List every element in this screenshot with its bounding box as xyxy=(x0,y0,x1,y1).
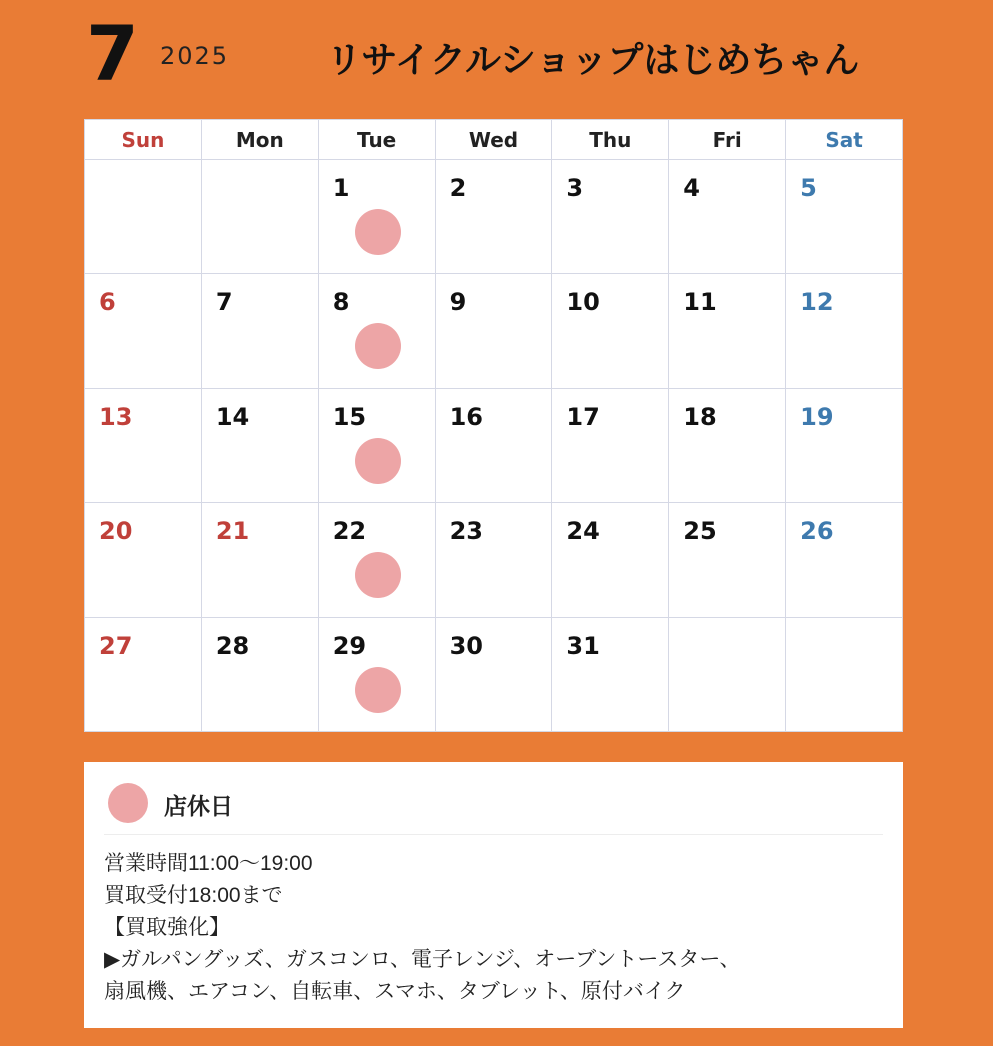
day-cell-20 xyxy=(85,503,202,617)
day-number: 1 xyxy=(332,174,350,202)
store-info xyxy=(104,848,893,1008)
day-cell-16 xyxy=(436,389,553,503)
day-number: 6 xyxy=(99,288,116,317)
day-number: 30 xyxy=(449,631,483,660)
calendar-grid xyxy=(84,119,903,732)
weekday-header-tue: Tue xyxy=(319,120,436,160)
day-number: 25 xyxy=(683,517,717,546)
weekday-header-thu: Thu xyxy=(552,120,669,160)
closed-day-dot-icon xyxy=(355,323,401,369)
closed-day-dot-icon xyxy=(355,438,401,484)
day-cell-15 xyxy=(319,389,436,503)
closed-day-dot-icon xyxy=(355,667,401,713)
closed-day-dot-icon xyxy=(355,209,401,255)
day-cell-19 xyxy=(786,389,903,503)
day-cell-21 xyxy=(202,503,319,617)
day-cell-18 xyxy=(669,389,786,503)
empty-day-cell xyxy=(786,618,903,732)
day-cell-4 xyxy=(669,160,786,274)
day-number: 26 xyxy=(800,517,834,546)
day-cell-30 xyxy=(436,618,553,732)
day-number: 21 xyxy=(215,517,250,546)
day-cell-5 xyxy=(786,160,903,274)
day-cell-2 xyxy=(436,160,553,274)
closed-day-label: 店休日 xyxy=(164,794,233,820)
empty-day-cell xyxy=(669,618,786,732)
day-number: 24 xyxy=(566,517,600,546)
day-number: 16 xyxy=(449,402,483,431)
divider xyxy=(104,834,883,835)
day-number: 19 xyxy=(800,402,834,431)
legend-panel xyxy=(84,762,903,1028)
day-cell-12 xyxy=(786,274,903,388)
day-number: 18 xyxy=(683,402,717,431)
day-number: 4 xyxy=(683,174,700,202)
day-cell-17 xyxy=(552,389,669,503)
day-number: 2 xyxy=(449,174,467,202)
day-cell-31 xyxy=(552,618,669,732)
business-hours: 営業時間11:00〜19:00 xyxy=(104,852,313,875)
day-cell-28 xyxy=(202,618,319,732)
weekday-header-mon: Mon xyxy=(202,120,319,160)
day-number: 12 xyxy=(800,288,834,317)
day-number: 14 xyxy=(215,402,250,431)
day-cell-10 xyxy=(552,274,669,388)
day-number: 17 xyxy=(566,402,600,431)
day-cell-9 xyxy=(436,274,553,388)
weekday-header-sun: Sun xyxy=(85,120,202,160)
day-cell-14 xyxy=(202,389,319,503)
day-cell-11 xyxy=(669,274,786,388)
weekday-header-wed: Wed xyxy=(436,120,553,160)
day-number: 31 xyxy=(566,631,600,660)
shop-name: リサイクルショップはじめちゃん xyxy=(326,40,860,81)
empty-day-cell xyxy=(202,160,319,274)
day-number: 28 xyxy=(215,631,250,660)
day-cell-13 xyxy=(85,389,202,503)
day-number: 20 xyxy=(99,517,133,546)
day-cell-22 xyxy=(319,503,436,617)
closed-day-dot-icon xyxy=(108,783,148,823)
focus-items-line-1: ▶ガルパングッズ、ガスコンロ、電子レンジ、オーブントースター、 xyxy=(104,948,741,971)
day-cell-26 xyxy=(786,503,903,617)
weekday-header-fri: Fri xyxy=(669,120,786,160)
day-cell-25 xyxy=(669,503,786,617)
day-cell-1 xyxy=(319,160,436,274)
day-number: 27 xyxy=(99,631,133,660)
day-number: 11 xyxy=(683,288,717,317)
day-number: 13 xyxy=(99,402,133,431)
focus-items-line-2: 扇風機、エアコン、自転車、スマホ、タブレット、原付バイク xyxy=(104,980,686,1003)
day-cell-8 xyxy=(319,274,436,388)
month-number: 7 xyxy=(86,9,139,98)
day-number: 23 xyxy=(449,517,483,546)
day-cell-6 xyxy=(85,274,202,388)
day-cell-23 xyxy=(436,503,553,617)
day-number: 5 xyxy=(800,174,817,202)
day-cell-3 xyxy=(552,160,669,274)
buy-reception-hours: 買取受付18:00まで xyxy=(104,884,283,907)
weekday-header-sat: Sat xyxy=(786,120,903,160)
day-number: 7 xyxy=(215,288,233,317)
day-number: 3 xyxy=(566,174,584,202)
year-label: 2025 xyxy=(160,42,230,70)
day-cell-7 xyxy=(202,274,319,388)
day-number: 29 xyxy=(332,631,367,660)
closed-day-dot-icon xyxy=(355,552,401,598)
empty-day-cell xyxy=(85,160,202,274)
day-number: 10 xyxy=(566,288,600,317)
day-cell-24 xyxy=(552,503,669,617)
day-number: 22 xyxy=(332,517,367,546)
day-cell-29 xyxy=(319,618,436,732)
day-number: 15 xyxy=(332,402,367,431)
day-number: 8 xyxy=(332,288,350,317)
focus-heading: 【買取強化】 xyxy=(104,916,230,939)
day-cell-27 xyxy=(85,618,202,732)
day-number: 9 xyxy=(449,288,467,317)
